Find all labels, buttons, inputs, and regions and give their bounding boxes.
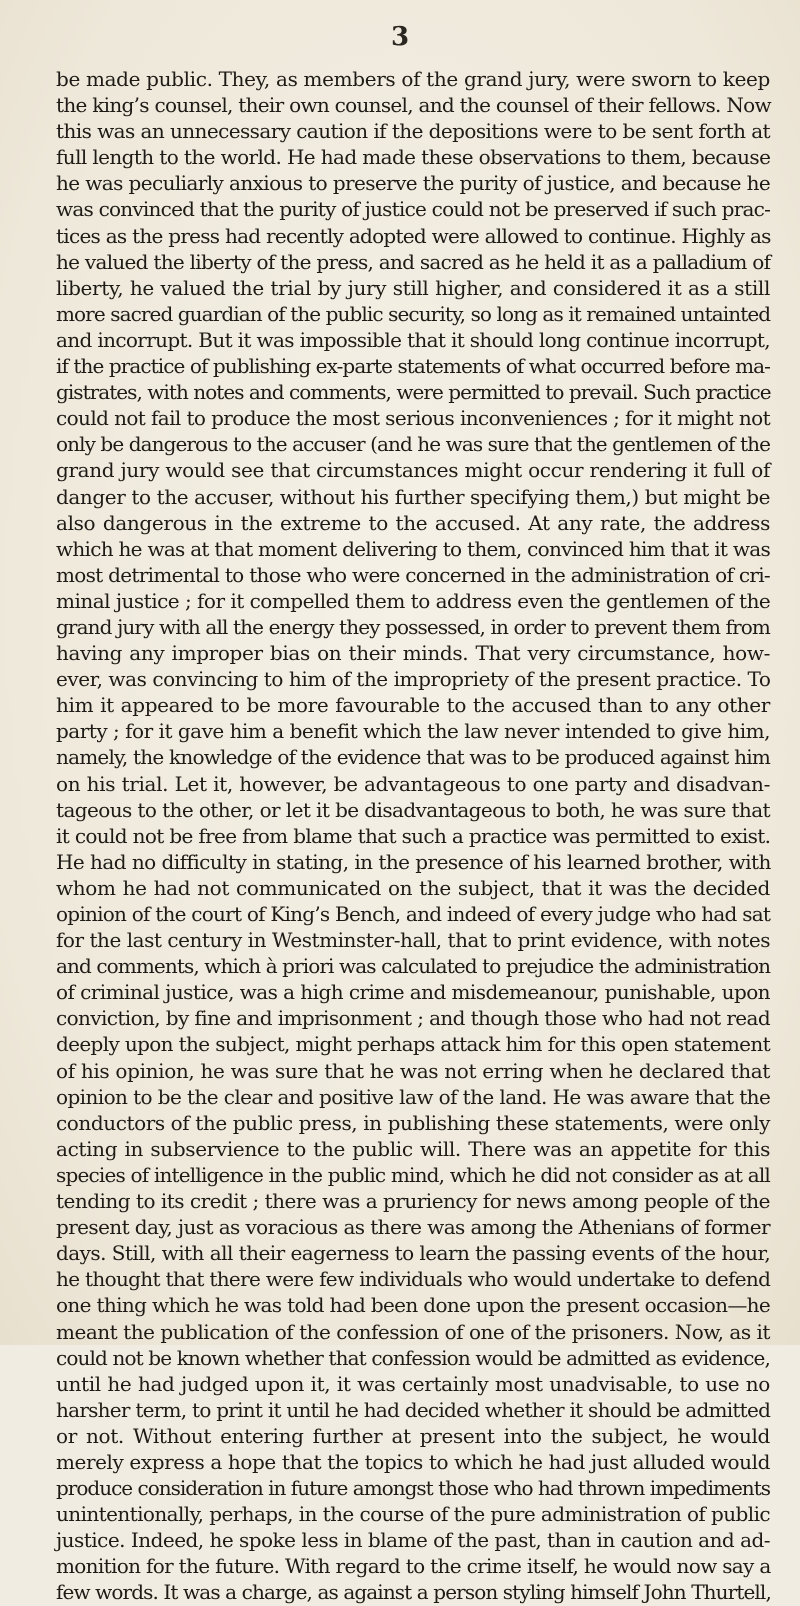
text-line: liberty, he valued the trial by jury still higher, and considered it as a still [56,275,770,300]
text-line: conductors of the public press, in publishing these statements, were only [56,1110,770,1135]
text-line: He had no difficulty in stating, in the presence of his learned brother, with [56,849,771,874]
text-line: of criminal justice, was a high crime and misdemeanour, punishable, upon [56,980,770,1005]
text-line: opinion of the court of King’s Bench, and indeed of every judge who had sat [56,902,771,926]
text-line: minal justice ; for it compelled them to address even the gentlemen of the [56,588,771,613]
text-line: days. Still, with all their eagerness to learn the passing events of the hour, [56,1241,771,1266]
text-line: unintentionally, perhaps, in the course of the pure administration of public [56,1502,770,1527]
text-line: present day, just as voracious as there was among the Athenians of former [56,1215,770,1240]
text-line: deeply upon the subject, might perhaps attack him for this open statement [56,1032,770,1057]
text-line: could not be known whether that confession would be admitted as evidence, [56,1345,770,1370]
text-line: which he was at that moment delivering to them, convinced him that it was [56,536,770,561]
text-line: namely, the knowledge of the evidence that was to be produced against him [56,745,770,770]
text-line: full length to the world. He had made these observations to them, because [56,145,771,170]
text-line: ever, was convincing to him of the impropriety of the present practice. To [56,667,771,692]
text-line: grand jury with all the energy they possessed, in order to prevent them from [56,614,770,639]
text-line: until he had judged upon it, it was certainly most unadvisable, to use no [56,1371,770,1396]
text-line: acting in subservience to the public will. There was an appetite for this [56,1136,770,1161]
text-line: party ; for it gave him a benefit which the law never intended to give him, [56,719,770,744]
text-line: could not fail to produce the most serious inconveniences ; for it might not [56,406,771,431]
text-line: tending to its credit ; there was a pruriency for news among people of the [56,1189,770,1214]
text-line: for the last century in Westminster-hall, that to print evidence, with notes [56,928,770,953]
text-line: tices as the press had recently adopted were allowed to continue. Highly as [56,223,771,248]
text-line: or not. Without entering further at present into the subject, he would [56,1423,770,1448]
page-number: 3 [390,22,410,52]
text-line: justice. Indeed, he spoke less in blame of the past, than in caution and ad- [56,1528,770,1553]
text-line: him it appeared to be more favourable to the accused than to any other [56,693,770,718]
text-line: more sacred guardian of the public security, so long as it remained untainted [56,301,771,326]
text-line: he was peculiarly anxious to preserve the purity of justice, and because he [56,171,771,196]
text-line: he thought that there were few individuals who would undertake to defend [56,1267,771,1292]
text-line: and incorrupt. But it was impossible that it should long continue incorrupt, [56,327,770,352]
text-line: few words. It was a charge, as against a person styling himself John Thurtell, [56,1580,771,1605]
text-line: tageous to the other, or let it be disadvantageous to both, he was sure that [56,797,770,822]
text-line: produce consideration in future amongst those who had thrown impediments [56,1476,770,1501]
text-line: on his trial. Let it, however, be advantageous to one party and disadvan- [56,771,770,796]
body-text [56,66,770,1606]
text-line: was convinced that the purity of justice could not be preserved if such prac- [56,197,771,222]
text-line: gistrates, with notes and comments, were permitted to prevail. Such practice [56,380,771,405]
text-line: also dangerous in the extreme to the accused. At any rate, the address [56,510,770,535]
text-line: be made public. They, as members of the grand jury, were sworn to keep [56,67,770,91]
text-line: danger to the accuser, without his further specifying them,) but might be [56,484,771,509]
text-line: it could not be free from blame that such a practice was permitted to exist. [56,823,771,848]
text-line: conviction, by fine and imprisonment ; and though those who had not read [56,1006,771,1031]
text-line: species of intelligence in the public mind, which he did not consider as at all [56,1162,770,1187]
text-line: one thing which he was told had been done upon the present occasion—he [56,1293,771,1318]
text-line: of his opinion, he was sure that he was not erring when he declared that [56,1058,770,1083]
text-line: harsher term, to print it until he had decided whether it should be admitted [56,1397,771,1422]
text-line: only be dangerous to the accuser (and he was sure that the gentlemen of the [56,432,770,457]
text-line: meant the publication of the confession of one of the prisoners. Now, as it [56,1319,770,1344]
text-line: and comments, which à priori was calculated to prejudice the administration [56,954,771,979]
text-line: opinion to be the clear and positive law of the land. He was aware that the [56,1084,771,1109]
text-line: having any improper bias on their minds. That very circumstance, how- [56,641,770,666]
text-line: most detrimental to those who were concerned in the administration of cri- [56,562,770,587]
text-line: monition for the future. With regard to the crime itself, he would now say a [56,1554,771,1579]
text-line: he valued the liberty of the press, and sacred as he held it as a palladium of [56,249,771,274]
text-line: the king’s counsel, their own counsel, and the counsel of their fellows. Now [56,93,771,118]
text-line: grand jury would see that circumstances might occur rendering it full of [56,458,770,483]
text-line: this was an unnecessary caution if the depositions were to be sent forth at [56,119,770,144]
text-line: if the practice of publishing ex-parte statements of what occurred before ma- [56,354,770,379]
text-line: merely express a hope that the topics to which he had just alluded would [56,1449,770,1474]
text-line: whom he had not communicated on the subject, that it was the decided [56,875,770,900]
